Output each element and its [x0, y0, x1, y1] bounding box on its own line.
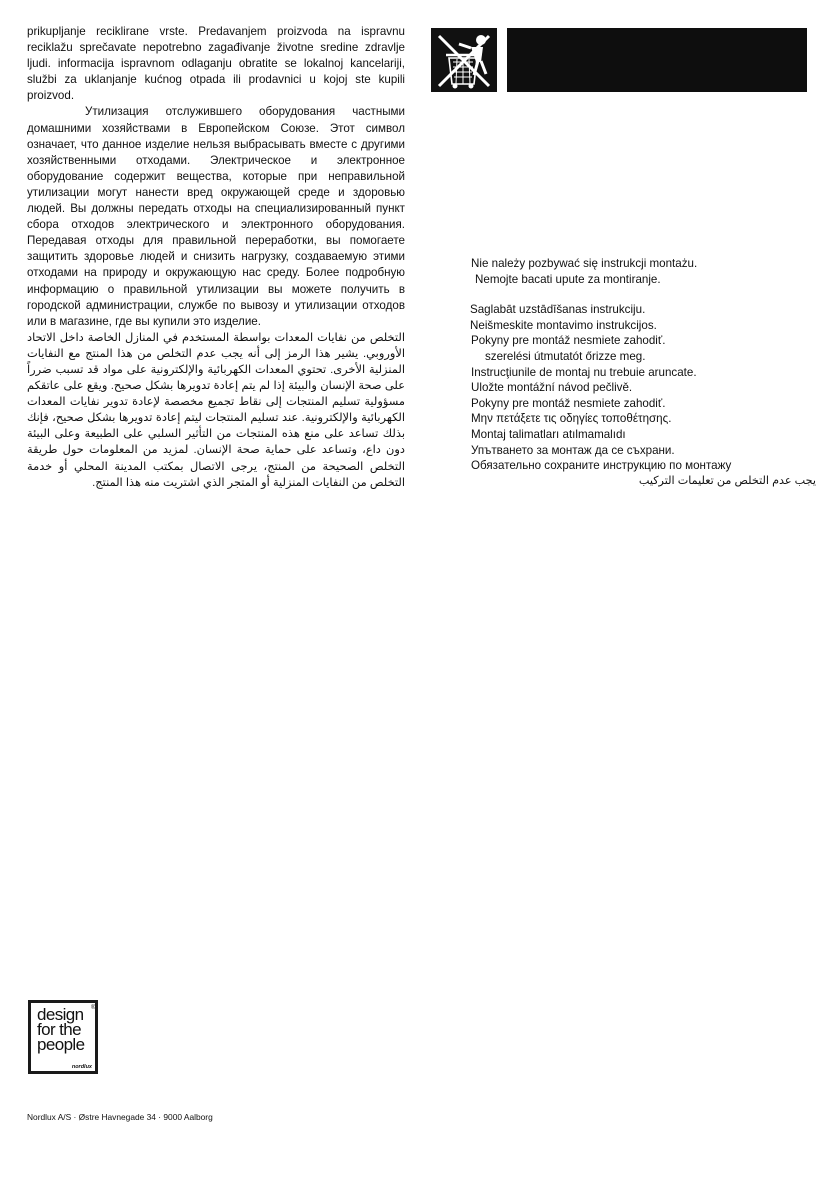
- nordlux-brand: nordlux: [71, 1064, 92, 1070]
- instruction-line-latvian: Saglabāt uzstādīšanas instrukciju.: [470, 303, 646, 317]
- instruction-line-arabic: يجب عدم التخلص من تعليمات التركيب: [638, 474, 816, 487]
- instruction-line-slovak-2: Pokyny pre montáž nesmiete zahodiť.: [471, 396, 666, 410]
- instruction-line-polish: Nie należy pozbywać się instrukcji montażu.: [471, 257, 698, 270]
- instruction-line-czech: Uložte montážní návod pečlivě.: [471, 381, 633, 395]
- registered-mark: ®: [91, 1005, 96, 1011]
- header-black-bar: [507, 28, 807, 92]
- russian-disposal-body: Утилизация отслужившего оборудования частными домашними хозяйствами в Европейском Союзе. Этот символ означает, что данное изделие нельзя выбрасывать вместе с другими хозяйственными отходами. Электрическое и электронное оборудование содержит вещества, которые при неправильной утилизации могут нанести вред окружающей среде и здоровью людей. Вы должны передать отходы на специализированный пункт сбора отходов электрического и электронного оборудования. Передавая отходы для правильной переработки, вы помогаете защитить здоровье людей и снизить нагрузку, создаваемую этими отходами на природу и окружающую нас среду. Более подробную информацию о правильной утилизации вы можете получить в городской администрации, службе по вывозу и утилизации отходов или в магазине, где вы купили это изделие.: [27, 105, 405, 328]
- instruction-line-lithuanian: Neišmeskite montavimo instrukcijos.: [470, 318, 657, 332]
- crossed-out-bin-icon: [431, 28, 497, 92]
- logo-line-2: for the: [37, 1020, 81, 1039]
- instruction-line-turkish: Montaj talimatları atılmamalıdı: [471, 427, 626, 441]
- instruction-line-greek: Μην πετάξετε τις οδηγίες τοποθέτησης.: [471, 412, 672, 426]
- instruction-line-croatian: Nemojte bacati upute za montiranje.: [475, 272, 661, 286]
- instruction-line-russian: Обязательно сохраните инструкцию по монтажу: [471, 459, 732, 473]
- left-text-column: [27, 24, 405, 491]
- arabic-disposal-text: التخلص من نفايات المعدات بواسطة المستخدم في المنازل الخاصة داخل الاتحاد الأوروبي. يشير هذا الرمز إلى أنه يجب عدم التخلص من هذا المنتج مع النفايات المنزلية الأخرى. تحتوي المعدات الكهربائية والإلكترونية على مواد قد تسبب ضرراً على صحة الإنسان والبيئة إذا لم يتم إعادة تدويرها بشكل صحيح. ويقع على عاتقكم مسؤولية تسليم المنتجات إلى نقاط تجميع مخصصة لإعادة تدوير نفايات المعدات الكهربائية والإلكترونية. عند تسليم المنتجات ليتم إعادة تدويرها بشكل صحيح، فإنك بذلك تساعد على منع هذه المنتجات من التأثير السلبي على الطبيعة وعلى البيئة دون داع، وتساعد على حماية صحة الإنسان. لمزيد من المعلومات حول طريقة التخلص الصحيحة من المنتج، يرجى الاتصال بمكتب المدينة المحلي أو خدمة التخلص من النفايات المنزلية أو المتجر الذي اشتريت منه هذا المنتج.: [27, 331, 405, 489]
- logo-line-1: design: [37, 1005, 84, 1024]
- logo-line-3: people: [37, 1035, 85, 1054]
- keep-instructions-list: [471, 256, 816, 489]
- croatian-disposal-text: prikupljanje reciklirane vrste. Predavanjem proizvoda na ispravnu reciklažu sprečavate nepotrebno zagađivanje životne sredine zdravlje ljudi. informacija ispravnom odlaganju obratite se lokalnoj kancelariji, službi za uklanjanje kućnog otpada ili prodavnici u kojoj ste kupili proizvod.: [27, 25, 405, 103]
- footer-address: Nordlux A/S · Østre Havnegade 34 · 9000 Aalborg: [27, 1112, 213, 1122]
- instruction-line-romanian: Instrucţiunile de montaj nu trebuie aruncate.: [471, 365, 697, 379]
- instruction-line-hungarian: szerelési útmutatót őrizze meg.: [485, 349, 646, 363]
- instruction-line-slovak: Pokyny pre montáž nesmiete zahodiť.: [471, 334, 666, 348]
- russian-disposal-text: [27, 104, 405, 329]
- logo-wordmark: [37, 1007, 99, 1052]
- instruction-line-bulgarian: Упътването за монтаж да се съхрани.: [471, 443, 675, 457]
- design-for-the-people-logo: [28, 1000, 98, 1074]
